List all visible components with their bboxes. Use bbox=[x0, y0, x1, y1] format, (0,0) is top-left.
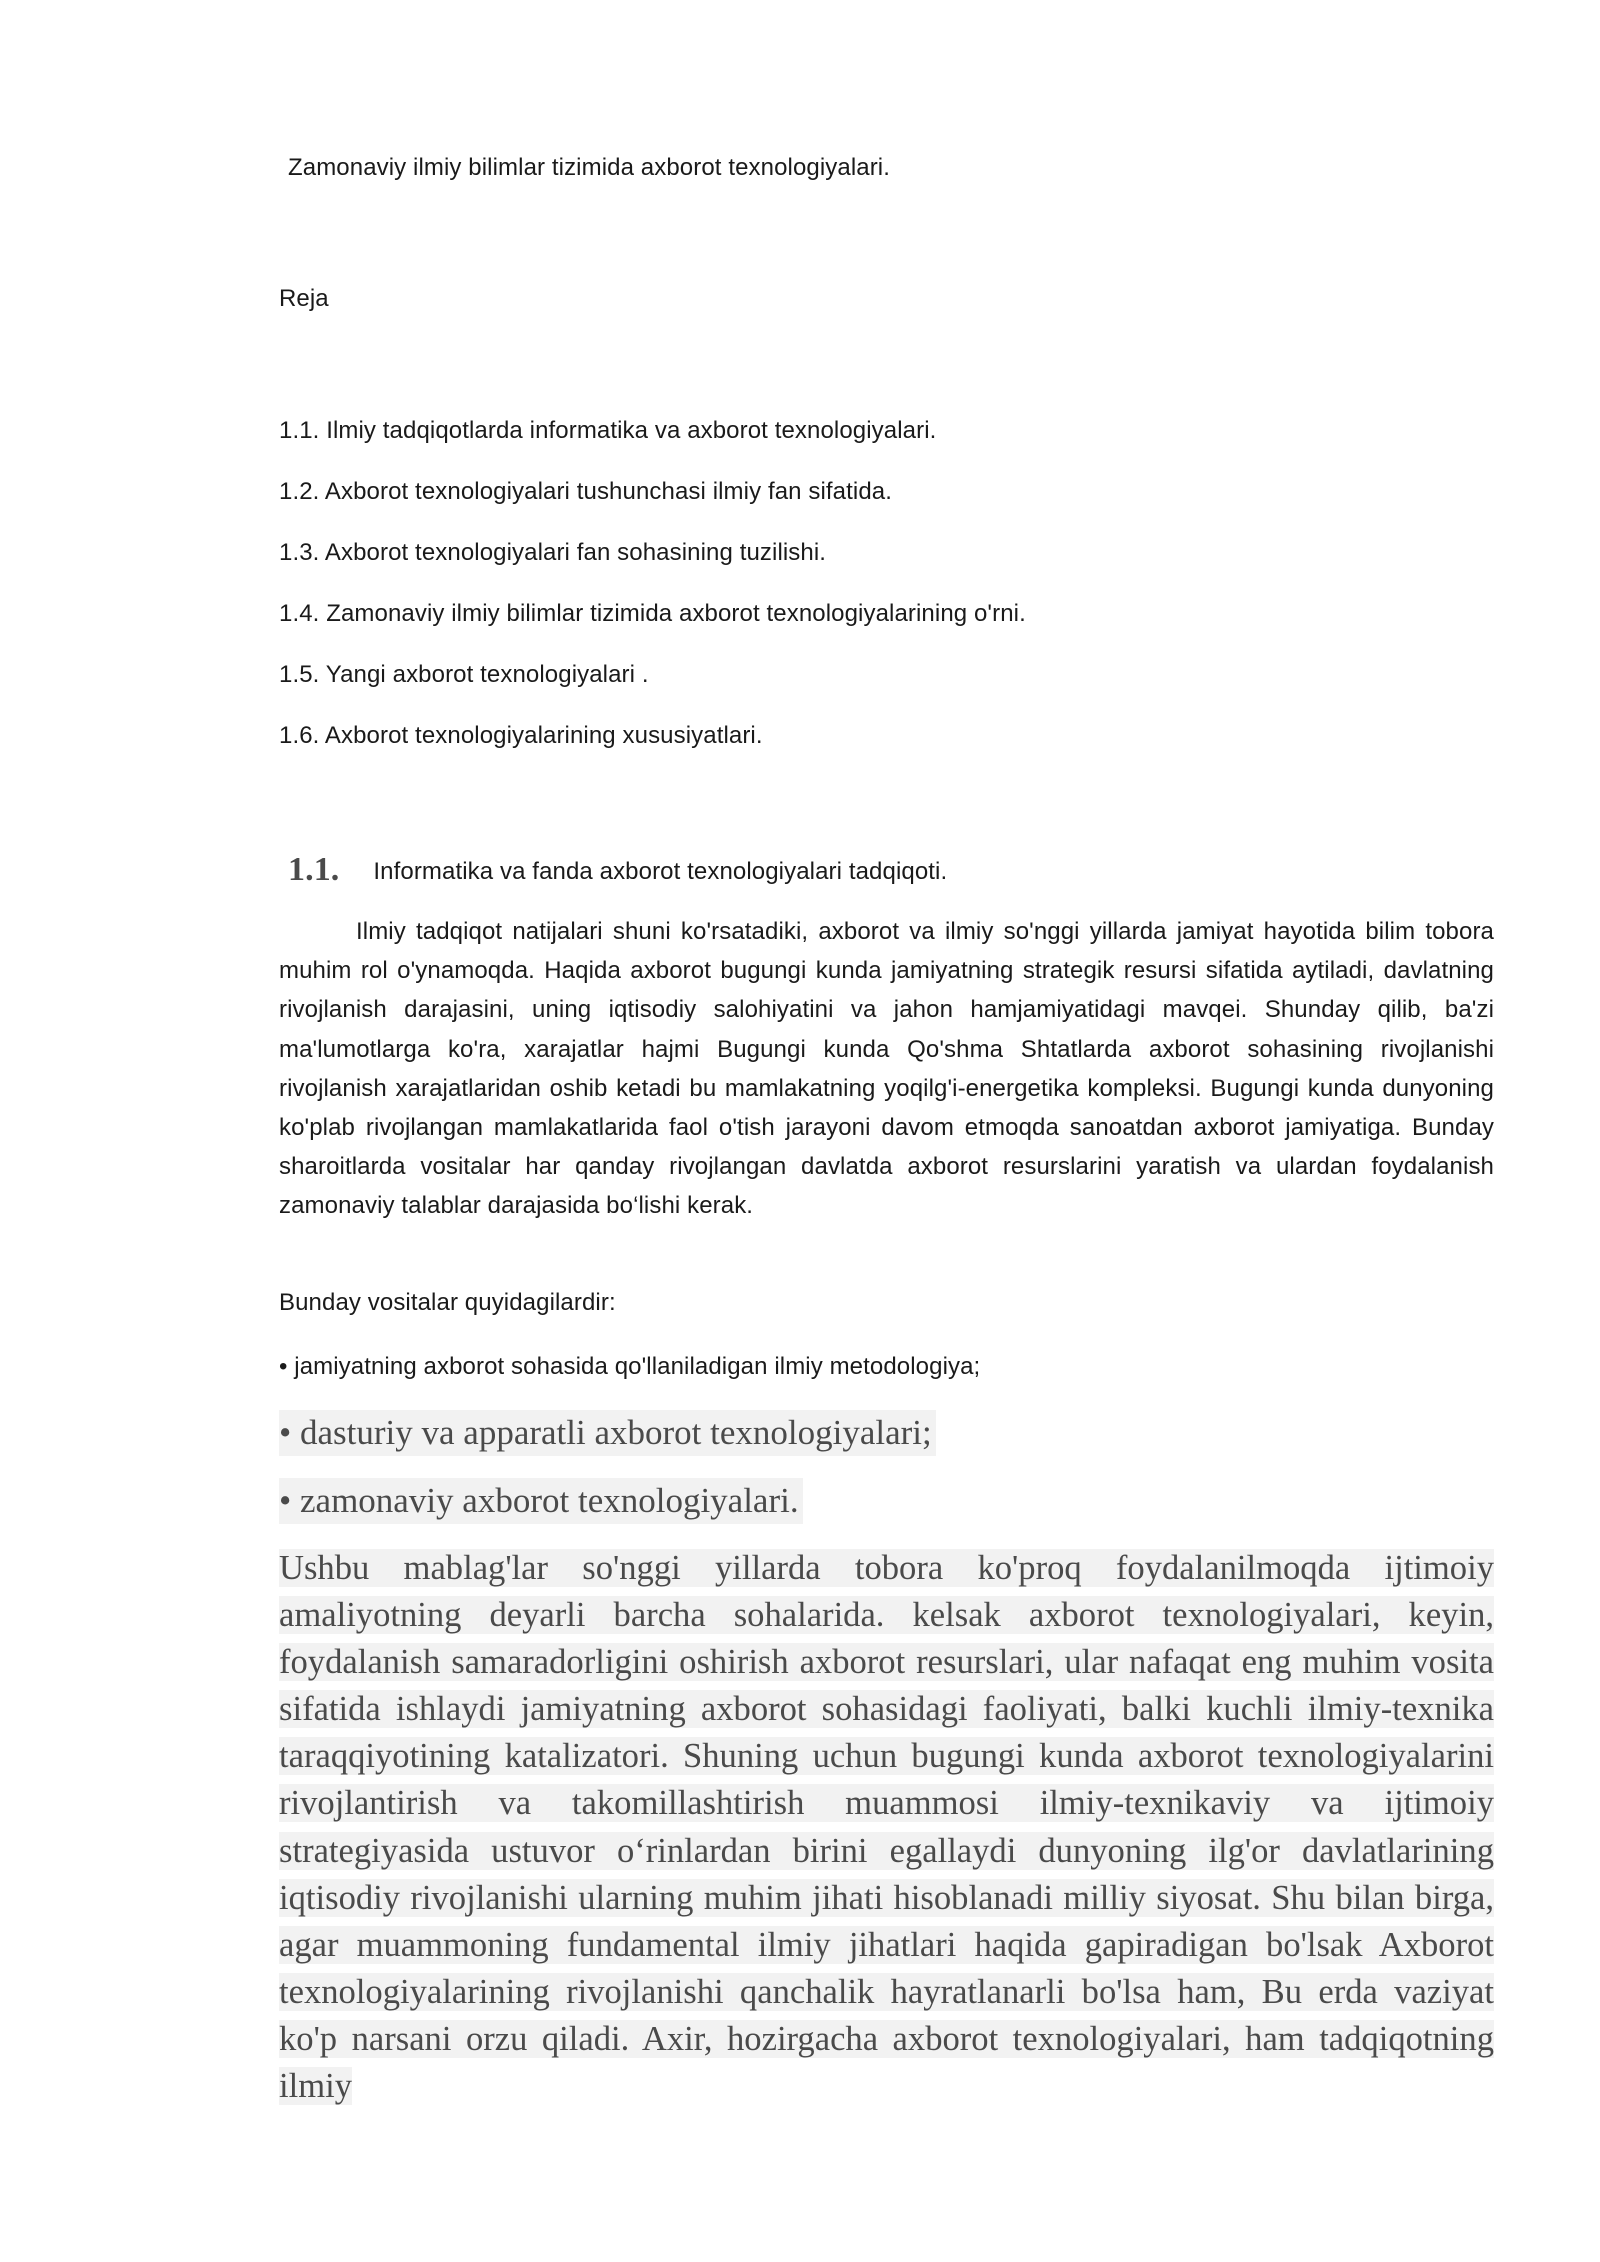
toc-item: 1.5. Yangi axborot texnologiyalari . bbox=[279, 661, 649, 688]
toc-item: 1.4. Zamonaviy ilmiy bilimlar tizimida axborot texnologiyalarining o'rni. bbox=[279, 600, 1026, 627]
plan-heading: Reja bbox=[279, 285, 329, 312]
means-bullet-list bbox=[279, 1348, 980, 1524]
means-intro-text: Bunday vositalar quyidagilardir: bbox=[279, 1289, 616, 1316]
body-paragraph-text: Ushbu mablag'lar so'nggi yillarda tobora ko'proq foydalanilmoqda ijtimoiy amaliyotning deyarli barcha sohalarida. kelsak axborot texnologiyalari, keyin, foydalanish samaradorligini oshirish axborot resurslari, ular nafaqat eng muhim vosita sifatida ishlaydi jamiyatning axborot sohasidagi faoliyati, balki kuchli ilmiy-texnika taraqqiyotining katalizatori. Shuning uchun bugungi kunda axborot texnologiyalarini rivojlantirish va takomillashtirish muammosi ilmiy-texnikaviy va ijtimoiy strategiyasida ustuvor o‘rinlardan birini egallaydi dunyoning ilg'or davlatlarining iqtisodiy rivojlanishi ularning muhim jihati hisoblanadi milliy siyosat. Shu bilan birga, agar muammoning fundamental ilmiy jihatlari haqida gapiradigan bo'lsak Axborot texnologiyalarining rivojlanishi qanchalik hayratlanarli bo'lsa ham, Bu erda vaziyat ko'p narsani orzu qiladi. Axir, hozirgacha axborot texnologiyalari, ham tadqiqotning ilmiy bbox=[279, 1549, 1494, 2106]
body-paragraph bbox=[279, 1545, 1494, 2110]
bullet-item-text: • dasturiy va apparatli axborot texnologiyalari; bbox=[279, 1410, 936, 1456]
toc-item: 1.1. Ilmiy tadqiqotlarda informatika va axborot texnologiyalari. bbox=[279, 417, 937, 444]
intro-paragraph: Ilmiy tadqiqot natijalari shuni ko'rsatadiki, axborot va ilmiy so'nggi yillarda jamiyat hayotida bilim tobora muhim rol o'ynamoqda. Haqida axborot bugungi kunda jamiyatning strategik resursi sifatida aytiladi, davlatning rivojlanish darajasini, uning iqtisodiy salohiyatini va jahon hamjamiyatidagi mavqei. Shunday qilib, ba'zi ma'lumotlarga ko'ra, xarajatlar hajmi Bugungi kunda Qo'shma Shtatlarda axborot sohasining rivojlanishi rivojlanish xarajatlaridan oshib ketadi bu mamlakatning yoqilg'i-energetika kompleksi. Bugungi kunda dunyoning ko'plab rivojlangan mamlakatlarida faol o'tish jarayoni davom etmoqda sanoatdan axborot jamiyatiga. Bunday sharoitlarda vositalar har qanday rivojlangan davlatda axborot resurslarini yaratish va ulardan foydalanish zamonaviy talablar darajasida bo‘lishi kerak. bbox=[279, 918, 1494, 1220]
bullet-item bbox=[279, 1478, 980, 1524]
document-title: Zamonaviy ilmiy bilimlar tizimida axborot texnologiyalari. bbox=[288, 154, 891, 181]
bullet-item bbox=[279, 1410, 980, 1478]
section-heading bbox=[288, 851, 947, 889]
bullet-item-text: • zamonaviy axborot texnologiyalari. bbox=[279, 1478, 803, 1524]
toc-item: 1.2. Axborot texnologiyalari tushunchasi ilmiy fan sifatida. bbox=[279, 478, 892, 505]
section-number: 1.1. bbox=[288, 851, 340, 888]
toc-item: 1.3. Axborot texnologiyalari fan sohasining tuzilishi. bbox=[279, 539, 827, 566]
bullet-item: • jamiyatning axborot sohasida qo'llaniladigan ilmiy metodologiya; bbox=[279, 1353, 981, 1380]
table-of-contents bbox=[279, 412, 1026, 778]
toc-item: 1.6. Axborot texnologiyalarining xususiyatlari. bbox=[279, 722, 763, 749]
section-title: Informatika va fanda axborot texnologiyalari tadqiqoti. bbox=[373, 858, 948, 885]
